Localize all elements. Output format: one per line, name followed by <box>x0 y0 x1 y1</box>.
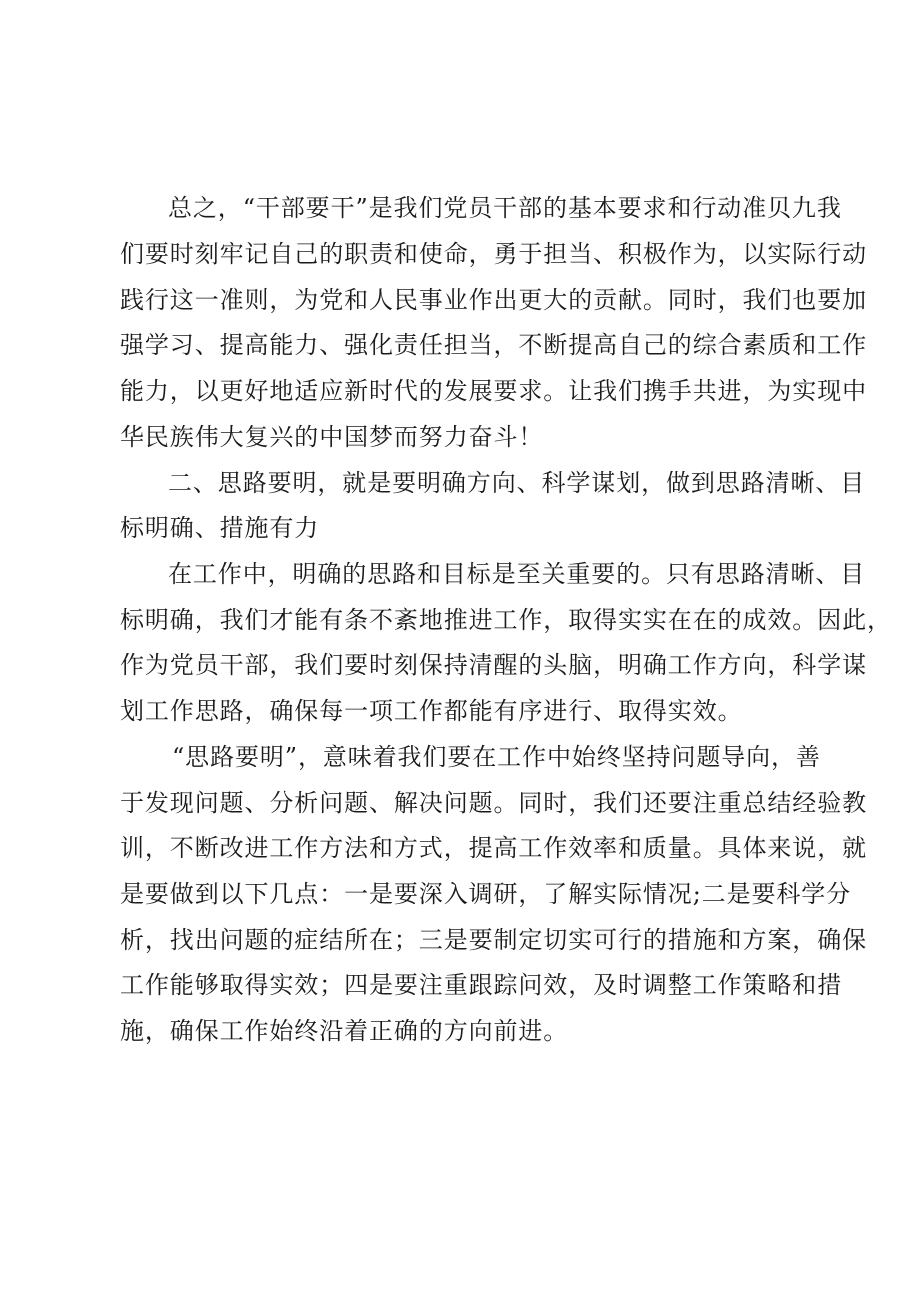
paragraph-1-line-3: 践行这一准则，为党和人民事业作出更大的贡献。同时，我们也要加 <box>120 286 867 314</box>
paragraph-1-line-5: 能力，以更好地适应新时代的发展要求。让我们携手共进，为实现中 <box>120 377 867 405</box>
paragraph-1-line-6: 华民族伟大复兴的中国梦而努力奋斗！ <box>120 423 544 451</box>
paragraph-4-line-1: “思路要明”，意味着我们要在工作中始终坚持问题导向，善 <box>172 743 821 771</box>
paragraph-3-line-3: 作为党员干部，我们要时刻保持清醒的头脑，明确工作方向，科学谋 <box>120 651 867 679</box>
section-heading-line-2: 标明确、措施有力 <box>120 514 320 542</box>
section-heading-line-1: 二、思路要明，就是要明确方向、科学谋划，做到思路清晰、目 <box>168 469 866 497</box>
paragraph-4-line-2: 于发现问题、分析问题、解决问题。同时，我们还要注重总结经验教 <box>120 789 867 817</box>
paragraph-4-line-3: 训，不断改进工作方法和方式，提高工作效率和质量。具体来说，就 <box>120 834 867 862</box>
paragraph-4-line-4: 是要做到以下几点：一是要深入调研，了解实际情况;二是要科学分 <box>120 880 852 908</box>
paragraph-4-line-6: 工作能够取得实效；四是要注重跟踪问效，及时调整工作策略和措 <box>120 971 843 999</box>
paragraph-1-line-4: 强学习、提高能力、强化责任担当，不断提高自己的综合素质和工作 <box>120 331 867 359</box>
paragraph-4-line-5: 析，找出问题的症结所在；三是要制定切实可行的措施和方案，确保 <box>120 926 867 954</box>
paragraph-1-line-1: 总之，“干部要干”是我们党员干部的基本要求和行动准贝九我 <box>168 194 842 222</box>
paragraph-1-line-2: 们要时刻牢记自己的职责和使命，勇于担当、积极作为，以实际行动 <box>120 240 867 268</box>
paragraph-3-line-4: 划工作思路，确保每一项工作都能有序进行、取得实效。 <box>120 697 743 725</box>
paragraph-4-line-7: 施，确保工作始终沿着正确的方向前进。 <box>120 1017 569 1045</box>
paragraph-3-line-2: 标明确，我们才能有条不紊地推进工作，取得实实在在的成效。因此， <box>120 606 892 634</box>
paragraph-3-line-1: 在工作中，明确的思路和目标是至关重要的。只有思路清晰、目 <box>168 560 866 588</box>
